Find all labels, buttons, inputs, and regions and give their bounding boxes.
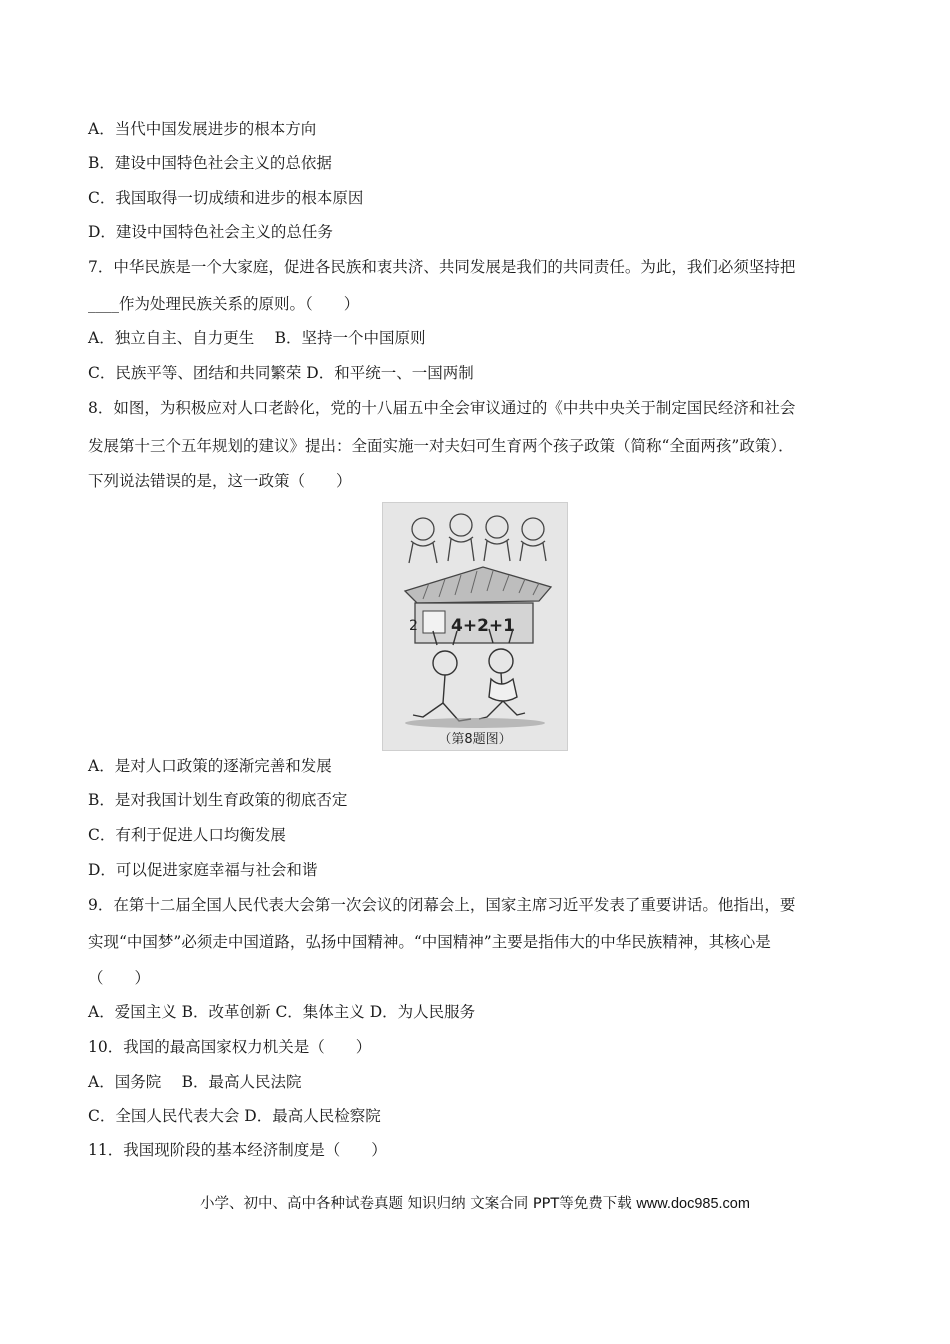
q7-options-cd: C．民族平等、团结和共同繁荣 D．和平统一、一国两制: [88, 364, 474, 382]
q6-option-b: B．建设中国特色社会主义的总依据: [88, 154, 332, 172]
q7-options-ab: A．独立自主、自力更生 B．坚持一个中国原则: [88, 329, 426, 347]
grandparents-figures: [409, 514, 546, 563]
cartoon-illustration: [383, 503, 567, 750]
q10-options-ab: A．国务院 B．最高人民法院: [88, 1073, 302, 1091]
q7-stem-line1: 7．中华民族是一个大家庭，促进各民族和衷共济、共同发展是我们的共同责任。为此，我们必须坚持把: [88, 258, 796, 276]
q9-stem-line2: 实现“中国梦”必须走中国道路，弘扬中国精神。“中国精神”主要是指伟大的中华民族精神，其核心是: [88, 933, 771, 951]
footer-url[interactable]: www.doc985.com: [636, 1196, 750, 1212]
q6-option-a: A．当代中国发展进步的根本方向: [88, 120, 317, 138]
q8-stem-line3: 下列说法错误的是，这一政策（ ）: [88, 472, 352, 490]
q8-stem-line1: 8．如图，为积极应对人口老龄化，党的十八届五中全会审议通过的《中共中央关于制定国民经济和社会: [88, 399, 796, 417]
q8-stem-line2: 发展第十三个五年规划的建议》提出：全面实施一对夫妇可生育两个孩子政策（简称“全面两孩”政策）．: [88, 437, 794, 455]
q8-option-b: B．是对我国计划生育政策的彻底否定: [88, 791, 348, 809]
house-label: 4+2+1: [451, 616, 515, 636]
figure-caption: （第8题图）: [438, 732, 512, 747]
q7-stem-line2: ____作为处理民族关系的原则。（ ）: [88, 295, 360, 313]
footer-text: 小学、初中、高中各种试卷真题 知识归纳 文案合同 PPT等免费下载: [200, 1196, 632, 1212]
q10-stem: 10．我国的最高国家权力机关是（ ）: [88, 1038, 372, 1056]
q9-stem-line1: 9．在第十二届全国人民代表大会第一次会议的闭幕会上，国家主席习近平发表了重要讲话。他指出，要: [88, 896, 796, 914]
q6-option-c: C．我国取得一切成绩和进步的根本原因: [88, 189, 364, 207]
q8-option-a: A．是对人口政策的逐渐完善和发展: [88, 757, 332, 775]
q9-stem-line3: （ ）: [88, 969, 151, 987]
q8-cartoon-figure: [382, 502, 568, 751]
q8-option-d: D．可以促进家庭幸福与社会和谐: [88, 861, 318, 879]
q10-options-cd: C．全国人民代表大会 D．最高人民检察院: [88, 1107, 381, 1125]
q9-options: A．爱国主义 B．改革创新 C．集体主义 D．为人民服务: [88, 1003, 476, 1021]
page-footer: [0, 1192, 950, 1213]
q8-option-c: C．有利于促进人口均衡发展: [88, 826, 286, 844]
q11-stem: 11．我国现阶段的基本经济制度是（ ）: [88, 1141, 387, 1159]
house-number: 2: [409, 618, 418, 634]
q6-option-d: D．建设中国特色社会主义的总任务: [88, 223, 333, 241]
